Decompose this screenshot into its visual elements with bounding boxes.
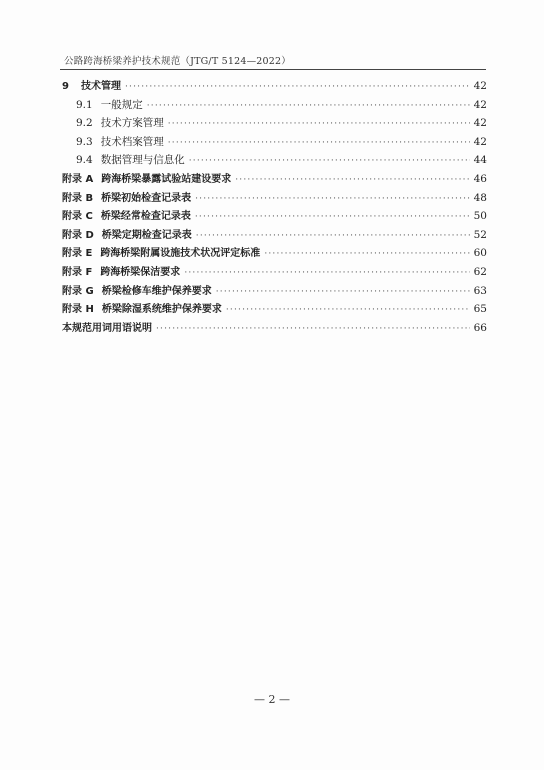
toc-entry-9-3[interactable] (62, 133, 487, 152)
table-of-contents (62, 77, 487, 337)
toc-entry-terminology[interactable] (62, 319, 487, 338)
toc-entry-title: 技术管理 (80, 81, 121, 92)
toc-entry-appendix-f[interactable] (62, 263, 487, 282)
toc-entry-page: 42 (473, 80, 487, 92)
dot-leader (195, 190, 470, 209)
toc-entry-title: 桥梁检修车维护保养要求 (101, 285, 212, 297)
toc-entry-title: 数据管理与信息化 (100, 154, 185, 167)
toc-entry-number: 附录 D (62, 229, 94, 241)
toc-entry-title: 一般规定 (100, 98, 143, 111)
dot-leader (216, 283, 470, 302)
dot-leader (226, 301, 470, 320)
dot-leader (125, 78, 470, 97)
toc-entry-number: 附录 G (62, 285, 94, 297)
toc-entry-9-2[interactable] (62, 114, 487, 133)
dot-leader (235, 171, 469, 190)
toc-entry-page: 42 (473, 117, 487, 130)
toc-entry-number: 9 (62, 81, 69, 92)
toc-entry-appendix-c[interactable] (62, 207, 487, 226)
running-header: 公路跨海桥梁养护技术规范（JTG/T 5124—2022） (64, 56, 291, 67)
toc-entry-title: 跨海桥梁暴露试验站建设要求 (101, 173, 232, 185)
toc-entry-appendix-d[interactable] (62, 226, 487, 245)
toc-entry-page: 60 (473, 247, 487, 260)
toc-entry-appendix-h[interactable] (62, 300, 487, 319)
toc-entry-page: 42 (473, 98, 487, 111)
toc-entry-number: 9.2 (76, 117, 93, 130)
toc-entry-number: 附录 A (62, 173, 94, 185)
dot-leader (196, 227, 470, 246)
page-number: — 2 — (254, 693, 290, 706)
header-rule (60, 69, 486, 70)
toc-entry-page: 66 (473, 321, 487, 334)
toc-entry-page: 46 (473, 172, 487, 185)
dot-leader (195, 208, 470, 227)
toc-entry-title: 桥梁定期检查记录表 (101, 229, 192, 241)
toc-entry-page: 48 (473, 191, 487, 204)
toc-entry-9-1[interactable] (62, 96, 487, 115)
toc-entry-number: 附录 B (62, 192, 94, 204)
toc-entry-number: 附录 F (62, 266, 93, 278)
dot-leader (147, 97, 470, 116)
dot-leader (168, 115, 470, 134)
toc-entry-number: 附录 E (62, 248, 93, 260)
toc-entry-page: 63 (473, 284, 487, 297)
toc-entry-title: 桥梁初始检查记录表 (101, 192, 192, 204)
toc-entry-number: 9.1 (76, 98, 93, 111)
toc-entry-9-4[interactable] (62, 151, 487, 170)
toc-entry-page: 42 (473, 135, 487, 148)
toc-entry-appendix-g[interactable] (62, 282, 487, 301)
toc-entry-chapter-9[interactable] (62, 77, 487, 96)
toc-entry-number: 9.3 (76, 135, 93, 148)
toc-entry-number: 附录 H (62, 304, 94, 316)
toc-entry-title: 技术方案管理 (100, 117, 164, 130)
dot-leader (168, 134, 470, 153)
toc-entry-title: 本规范用词用语说明 (62, 322, 152, 334)
toc-entry-title: 桥梁经常检查记录表 (100, 211, 191, 223)
toc-entry-page: 50 (473, 210, 487, 223)
toc-entry-title: 桥梁除湿系统维护保养要求 (101, 304, 222, 316)
toc-entry-appendix-a[interactable] (62, 170, 487, 189)
toc-entry-appendix-e[interactable] (62, 244, 487, 263)
toc-entry-number: 附录 C (62, 211, 93, 223)
toc-entry-page: 65 (473, 303, 487, 316)
dot-leader (264, 245, 469, 264)
toc-entry-appendix-b[interactable] (62, 189, 487, 208)
dot-leader (189, 152, 470, 171)
toc-entry-title: 技术档案管理 (100, 135, 164, 148)
toc-entry-number: 9.4 (76, 154, 93, 167)
toc-entry-title: 跨海桥梁保洁要求 (100, 266, 181, 278)
toc-entry-page: 44 (473, 154, 487, 167)
toc-entry-title: 跨海桥梁附属设施技术状况评定标准 (100, 248, 261, 260)
dot-leader (184, 264, 469, 283)
toc-entry-page: 52 (473, 228, 487, 241)
toc-entry-page: 62 (473, 265, 487, 278)
dot-leader (156, 320, 470, 339)
